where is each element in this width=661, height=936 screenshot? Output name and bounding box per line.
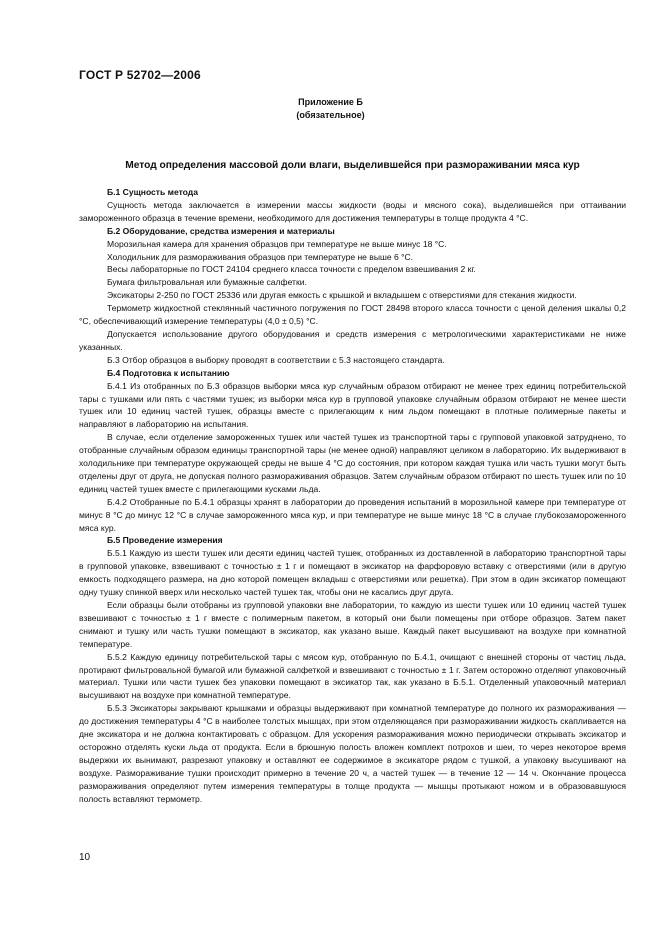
document-body: [79, 186, 626, 806]
paragraph: Б.5.3 Эксикаторы закрывают крышками и образцы выдерживают при комнатной температуре до полного их размораживания — до достижения температуры 4 °С в наиболее толстых мышцах, при этом отделяющаяся при размораживании жидкость скапливается на дне эксикатора и не должна контактировать с образцом. Для ускорения размораживания можно периодически открывать эксикатор и осторожно отделять куски льда от продукта. Если в брюшную полость вложен комплект потрохов и шеи, то через некоторое время выдержки их вынимают, разрезают упаковку и оставляют ее содержимое в эксикаторе рядом с тушкой, а упаковку высушивают на воздухе. Размораживание тушки происходит примерно в течение 20 ч, а частей тушек — в течение 12 — 14 ч. Окончание процесса размораживания определяют путем измерения температуры в толще продукта — мышцы протыкают ножом и в образовавшуюся полость вставляют термометр.: [79, 703, 626, 804]
paragraph: Морозильная камера для хранения образцов при температуре не выше минус 18 °С.: [107, 238, 447, 249]
paragraph: Сущность метода заключается в измерении массы жидкости (воды и мясного сока), выделившейся при оттаивании замороженного образца в течение времени, необходимого для достижения температуры в толще продукта 4 °С.: [79, 199, 626, 223]
paragraph: Холодильник для размораживания образцов при температуре не выше 6 °С.: [107, 251, 414, 262]
paragraph: Бумага фильтровальная или бумажные салфетки.: [107, 277, 307, 288]
paragraph: Б.5.1 Каждую из шести тушек или десяти единиц частей тушек, отобранных из доставленной в лабораторию транспортной тары в групповой упаковке, взвешивают с точностью ± 1 г и помещают в эксикатор на фарфоровую вставку с отверстиями (или в другую емкость подходящего размера, на дно которой помещен вкладыш с отверстиями или решетка). При этом в один эксикатор помещают одну тушку спинкой вверх или несколько частей тушек так, чтобы они не касались друг друга.: [79, 548, 626, 598]
paragraph: Б.5.2 Каждую единицу потребительской тары с мясом кур, отобранную по Б.4.1, очищают с внешней стороны от частиц льда, протирают фильтровальной бумагой или бумажной салфеткой и взвешивают с точностью ± 1 г. Затем осторожно отделяют упаковочный материал. Тушки или части тушек без упаковки помещают в эксикатор так, как указано в Б.5.1. Отделенный упаковочный материал высушивают на воздухе при комнатной температуре.: [79, 651, 626, 701]
paragraph: Эксикаторы 2-250 по ГОСТ 25336 или другая емкость с крышкой и вкладышем с отверстиями для стекания жидкости.: [107, 290, 577, 301]
paragraph: В случае, если отделение замороженных тушек или частей тушек из транспортной тары с групповой упаковкой затруднено, то отобранные случайным образом единицы транспортной тары (не менее одной) направляют целиком в лабораторию. Их выдерживают в холодильнике при температуре окружающей среды не выше 4 °С до состояния, при котором каждая тушка или часть тушки могут быть отделены друг от друга, не допуская полного размораживания образцов. Затем случайным образом отбирают по шесть тушек или по 10 единиц частей тушек вместе с прилегающими кусками льда.: [79, 432, 626, 494]
page-number: 10: [79, 852, 91, 863]
paragraph: Весы лабораторные по ГОСТ 24104 среднего класса точности с пределом взвешивания 2 кг.: [107, 264, 476, 275]
section-heading: Б.2 Оборудование, средства измерения и материалы: [107, 225, 335, 236]
method-title: Метод определения массовой доли влаги, выделившейся при размораживании мяса кур: [125, 160, 580, 171]
standard-header: ГОСТ Р 52702—2006: [79, 68, 201, 82]
section-heading: Б.1 Сущность метода: [107, 187, 198, 197]
section-heading: Б.4 Подготовка к испытанию: [107, 367, 230, 378]
paragraph: Термометр жидкостной стеклянный частичного погружения по ГОСТ 28498 второго класса точности с ценой деления шкалы 0,2 °С, обеспечивающий измерение температуры (4,0 ± 0,5) °С.: [79, 303, 626, 327]
paragraph: Б.4.2 Отобранные по Б.4.1 образцы хранят в лаборатории до проведения испытаний в морозильной камере при температуре от минус 8 °С до минус 12 °С в случае замороженного мяса кур, и при температуре не выше минус 18 °С в случае глубокозамороженного мяса кур.: [79, 496, 626, 533]
annex-title: Приложение Б: [298, 97, 363, 107]
paragraph: Допускается использование другого оборудования и средств измерения с метрологическими характеристиками не ниже указанных.: [79, 328, 626, 352]
paragraph: Б.4.1 Из отобранных по Б.3 образцов выборки мяса кур случайным образом отбирают не менее трех единиц потребительской тары с тушками или пять с частями тушек; из выборки мяса кур в групповой упаковке случайным образом отбирают не менее шести тушек или 10 единиц частей тушек, образцы вместе с прилегающим к ним льдом помещают в плотные полимерные пакеты и направляют в лабораторию на испытания.: [79, 380, 626, 430]
section-heading: Б.5 Проведение измерения: [107, 535, 223, 546]
annex-status: (обязательное): [296, 110, 365, 120]
paragraph: Б.3 Отбор образцов в выборку проводят в соответствии с 5.3 настоящего стандарта.: [107, 354, 445, 365]
paragraph: Если образцы были отобраны из групповой упаковки вне лаборатории, то каждую из шести тушек или 10 единиц частей тушек взвешивают с точностью ± 1 г вместе с полимерным пакетом, в который они были помещены при отборе образцов. Затем пакет снимают и тушку или часть тушки помещают в эксикатор, как указано выше. Каждый пакет высушивают на воздухе при комнатной температуре.: [79, 600, 626, 649]
